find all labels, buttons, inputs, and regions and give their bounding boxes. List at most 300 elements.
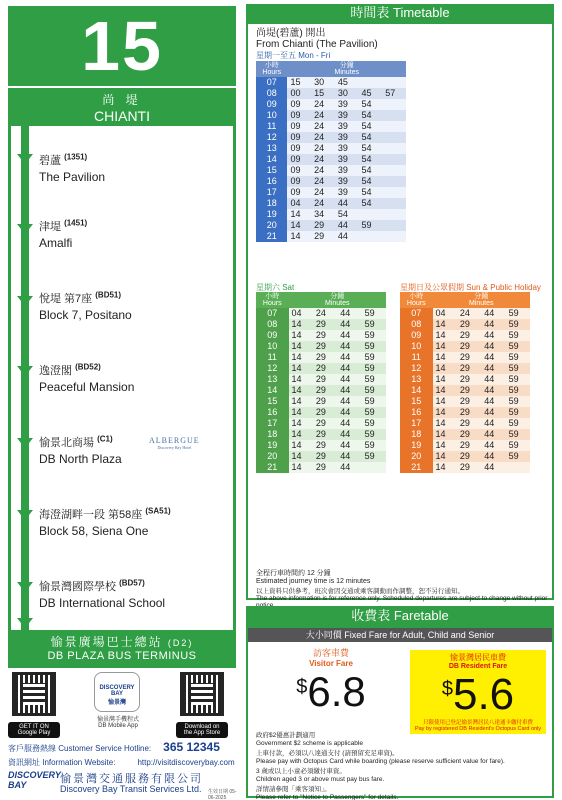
minute-cell: 39 bbox=[335, 143, 359, 154]
hour-cell: 10 bbox=[256, 341, 289, 352]
stop-item bbox=[39, 506, 229, 538]
hour-cell: 18 bbox=[256, 429, 289, 440]
hour-cell: 19 bbox=[256, 209, 287, 220]
stop-code: (BD52) bbox=[75, 362, 101, 372]
minute-cell: 44 bbox=[481, 308, 505, 319]
minute-cell: 09 bbox=[287, 187, 311, 198]
table-row bbox=[256, 99, 406, 110]
hour-cell: 09 bbox=[400, 330, 433, 341]
minute-cell: 59 bbox=[506, 374, 530, 385]
hour-cell: 12 bbox=[256, 363, 289, 374]
minute-cell: 59 bbox=[506, 330, 530, 341]
stop-name-en: The Pavilion bbox=[39, 170, 106, 184]
minute-cell: 44 bbox=[481, 330, 505, 341]
table-row bbox=[256, 396, 386, 407]
minute-cell: 29 bbox=[457, 341, 481, 352]
minute-cell bbox=[382, 132, 406, 143]
route-line bbox=[21, 126, 29, 631]
minute-cell: 09 bbox=[287, 165, 311, 176]
hour-cell: 17 bbox=[256, 418, 289, 429]
hour-cell: 12 bbox=[400, 363, 433, 374]
minute-cell: 54 bbox=[359, 143, 383, 154]
minute-cell: 54 bbox=[359, 154, 383, 165]
minute-cell: 59 bbox=[362, 330, 386, 341]
hour-cell: 19 bbox=[256, 440, 289, 451]
minute-cell: 14 bbox=[433, 352, 457, 363]
minute-cell: 04 bbox=[289, 308, 313, 319]
minute-cell: 39 bbox=[335, 165, 359, 176]
minute-cell: 24 bbox=[311, 165, 335, 176]
minute-cell: 24 bbox=[313, 308, 337, 319]
minute-cell: 29 bbox=[457, 396, 481, 407]
minute-cell: 14 bbox=[289, 374, 313, 385]
minute-cell: 44 bbox=[337, 330, 361, 341]
hour-cell: 14 bbox=[400, 385, 433, 396]
minute-cell: 39 bbox=[335, 110, 359, 121]
minute-cell: 24 bbox=[311, 121, 335, 132]
table-row bbox=[256, 308, 386, 319]
hour-cell: 08 bbox=[256, 319, 289, 330]
schedule-notice: 以上資料只供參考，班次會因交通或乘客調動而作調整，恕不另行通知。 The above information is for reference only. Scheduled departures are subject to change without prior bbox=[256, 588, 548, 602]
minute-cell: 24 bbox=[311, 99, 335, 110]
minute-cell: 14 bbox=[289, 440, 313, 451]
terminus-code: (D2) bbox=[167, 638, 194, 648]
table-row bbox=[400, 451, 530, 462]
minute-cell: 29 bbox=[313, 440, 337, 451]
origin-en: CHIANTI bbox=[94, 108, 150, 124]
minute-cell: 39 bbox=[335, 187, 359, 198]
table-row bbox=[256, 132, 406, 143]
minute-cell: 09 bbox=[287, 121, 311, 132]
minute-cell: 15 bbox=[287, 77, 311, 88]
minute-cell: 29 bbox=[313, 330, 337, 341]
minute-cell: 59 bbox=[362, 363, 386, 374]
minute-cell bbox=[362, 462, 386, 473]
minute-cell: 44 bbox=[335, 231, 359, 242]
minute-cell: 29 bbox=[311, 231, 335, 242]
minute-cell: 04 bbox=[433, 308, 457, 319]
minute-cell: 29 bbox=[457, 407, 481, 418]
minute-cell: 59 bbox=[506, 429, 530, 440]
stop-item bbox=[39, 578, 229, 610]
table-row bbox=[400, 352, 530, 363]
website-link[interactable]: http://visitdiscoverybay.com bbox=[137, 758, 235, 767]
table-row bbox=[256, 385, 386, 396]
faretable-title: 收費表 Faretable bbox=[246, 606, 554, 626]
google-play-badge[interactable]: GET IT ON Google Play bbox=[8, 722, 60, 738]
stop-name-en: DB North Plaza bbox=[39, 452, 122, 466]
minute-cell: 59 bbox=[506, 363, 530, 374]
minute-cell: 39 bbox=[335, 99, 359, 110]
qr-code-apple[interactable] bbox=[180, 672, 224, 716]
minute-cell: 44 bbox=[481, 440, 505, 451]
minute-cell: 45 bbox=[335, 77, 359, 88]
arrow-down-icon bbox=[17, 154, 33, 164]
minute-cell: 57 bbox=[382, 88, 406, 99]
minute-cell bbox=[382, 110, 406, 121]
minute-cell: 59 bbox=[506, 341, 530, 352]
hour-cell: 17 bbox=[400, 418, 433, 429]
db-app-icon[interactable]: DISCOVERY BAY 愉景灣 bbox=[94, 672, 140, 712]
hour-cell: 08 bbox=[256, 88, 287, 99]
minute-cell: 14 bbox=[289, 407, 313, 418]
stop-name-en: DB International School bbox=[39, 596, 166, 610]
minute-cell: 14 bbox=[289, 462, 313, 473]
minute-cell: 14 bbox=[433, 462, 457, 473]
table-row bbox=[256, 143, 406, 154]
visitor-price: 6.8 bbox=[307, 668, 366, 715]
minute-cell: 29 bbox=[313, 451, 337, 462]
table-row bbox=[256, 220, 406, 231]
minute-cell: 44 bbox=[337, 407, 361, 418]
minute-cell: 14 bbox=[289, 330, 313, 341]
minute-cell: 14 bbox=[433, 341, 457, 352]
table-row bbox=[400, 341, 530, 352]
minute-cell: 29 bbox=[457, 462, 481, 473]
hour-cell: 12 bbox=[256, 132, 287, 143]
table-row bbox=[256, 209, 406, 220]
minute-cell: 14 bbox=[287, 220, 311, 231]
resident-price: 5.6 bbox=[452, 670, 515, 719]
stop-name-zh: 碧蘆 bbox=[39, 155, 61, 167]
minute-cell: 44 bbox=[481, 319, 505, 330]
minute-cell: 54 bbox=[359, 187, 383, 198]
minute-cell: 59 bbox=[506, 396, 530, 407]
minute-cell: 44 bbox=[337, 374, 361, 385]
minute-cell: 44 bbox=[481, 341, 505, 352]
table-row bbox=[400, 396, 530, 407]
minute-cell: 29 bbox=[313, 319, 337, 330]
terminus-en: DB PLAZA BUS TERMINUS bbox=[47, 650, 197, 662]
table-row bbox=[256, 319, 386, 330]
minute-cell bbox=[382, 187, 406, 198]
minute-cell: 09 bbox=[287, 110, 311, 121]
hour-cell: 15 bbox=[256, 165, 287, 176]
minute-cell: 59 bbox=[362, 319, 386, 330]
table-row bbox=[256, 88, 406, 99]
minute-cell: 29 bbox=[313, 341, 337, 352]
hour-cell: 21 bbox=[256, 231, 287, 242]
sunday-table bbox=[400, 292, 530, 473]
albergue-logo: ALBERGUE Discovery Bay Hotel bbox=[149, 436, 200, 450]
minute-cell: 14 bbox=[289, 352, 313, 363]
minute-cell: 44 bbox=[481, 407, 505, 418]
hour-cell: 10 bbox=[400, 341, 433, 352]
hour-cell: 11 bbox=[256, 121, 287, 132]
minute-cell bbox=[506, 462, 530, 473]
minute-cell: 59 bbox=[362, 440, 386, 451]
hour-cell: 16 bbox=[256, 176, 287, 187]
table-row bbox=[256, 451, 386, 462]
hour-cell: 21 bbox=[400, 462, 433, 473]
minute-cell: 44 bbox=[337, 363, 361, 374]
minute-cell: 44 bbox=[337, 462, 361, 473]
visitor-fare: 訪客車費 Visitor Fare $6.8 bbox=[296, 648, 366, 715]
minute-cell: 44 bbox=[481, 429, 505, 440]
minute-cell: 14 bbox=[289, 396, 313, 407]
hour-cell: 15 bbox=[400, 396, 433, 407]
minute-cell: 24 bbox=[311, 176, 335, 187]
effective-date: 生效日期 05-06-2025 bbox=[208, 789, 237, 800]
minute-cell: 14 bbox=[433, 407, 457, 418]
arrow-down-icon bbox=[17, 224, 33, 234]
minute-cell: 44 bbox=[481, 374, 505, 385]
minute-cell: 04 bbox=[287, 198, 311, 209]
minutes-header: 分鐘 Minutes bbox=[287, 61, 406, 77]
minute-cell: 59 bbox=[506, 407, 530, 418]
minute-cell: 44 bbox=[481, 352, 505, 363]
stop-item bbox=[39, 152, 229, 184]
arrow-down-icon bbox=[17, 582, 33, 592]
stop-name-zh: 悅堤 第7座 bbox=[39, 293, 93, 305]
terminus-banner bbox=[8, 630, 236, 668]
minute-cell: 54 bbox=[359, 198, 383, 209]
minute-cell: 59 bbox=[362, 396, 386, 407]
table-row bbox=[400, 429, 530, 440]
minute-cell: 59 bbox=[362, 374, 386, 385]
route-panel bbox=[0, 0, 240, 800]
arrow-down-icon bbox=[17, 296, 33, 306]
table-header bbox=[256, 61, 406, 77]
minute-cell: 39 bbox=[335, 121, 359, 132]
table-row bbox=[400, 374, 530, 385]
minute-cell: 29 bbox=[457, 385, 481, 396]
minute-cell: 09 bbox=[287, 99, 311, 110]
stop-name-zh: 津堤 bbox=[39, 221, 61, 233]
terminus-zh: 愉景廣場巴士總站 bbox=[50, 635, 163, 649]
minute-cell: 24 bbox=[311, 132, 335, 143]
minute-cell: 54 bbox=[359, 176, 383, 187]
fixed-fare-banner: 大小同價 Fixed Fare for Adult, Child and Senior bbox=[248, 628, 552, 642]
table-row bbox=[400, 330, 530, 341]
fare-notes: 政府$2優惠計劃適用 Government $2 scheme is applicable 上車付款，必須以八達通支付 (請預留充足車資)。 Please pay with Octopus Card while boarding (please reserve sufficient value for fare). 3 歲或以上小童必須繳付車資。 Children aged 3 or above must pay bus fare. 詳情請參閱「乘客須知」。 Please refer to "Notice to Passengers" for details. bbox=[256, 732, 505, 800]
minute-cell: 14 bbox=[433, 429, 457, 440]
qr-code-google[interactable] bbox=[12, 672, 56, 716]
minute-cell: 54 bbox=[359, 132, 383, 143]
table-row bbox=[256, 352, 386, 363]
minute-cell: 14 bbox=[289, 429, 313, 440]
minute-cell bbox=[382, 154, 406, 165]
minute-cell bbox=[359, 231, 383, 242]
arrow-down-icon bbox=[17, 366, 33, 376]
minute-cell: 29 bbox=[457, 440, 481, 451]
minute-cell: 59 bbox=[506, 319, 530, 330]
minute-cell: 14 bbox=[433, 363, 457, 374]
resident-fare: 愉景灣居民車費 DB Resident Fare $5.6 只限使用已登記愉景灣居民八達通卡繳付車費 Pay by registered DB Resident's Octopus Card only bbox=[410, 650, 546, 734]
minute-cell: 14 bbox=[289, 341, 313, 352]
minute-cell: 44 bbox=[337, 352, 361, 363]
table-row bbox=[400, 440, 530, 451]
route-number-box bbox=[8, 6, 236, 86]
weekday-label: 星期一至五 Mon - Fri bbox=[256, 51, 331, 60]
minute-cell: 09 bbox=[287, 132, 311, 143]
stop-name-en: Block 58, Siena One bbox=[39, 524, 149, 538]
minute-cell bbox=[382, 121, 406, 132]
app-store-badge[interactable]: Download on the App Store bbox=[176, 722, 228, 738]
minute-cell: 29 bbox=[313, 385, 337, 396]
minute-cell: 14 bbox=[289, 451, 313, 462]
minute-cell: 09 bbox=[287, 176, 311, 187]
minute-cell: 59 bbox=[506, 352, 530, 363]
company-name-en: Discovery Bay Transit Services Ltd. bbox=[60, 784, 202, 794]
minute-cell: 15 bbox=[311, 88, 335, 99]
hour-cell: 18 bbox=[400, 429, 433, 440]
minute-cell: 14 bbox=[433, 451, 457, 462]
table-row bbox=[256, 418, 386, 429]
website-label: 資訊網址 Information Website: bbox=[8, 758, 116, 767]
hotline-label: 客戶服務熱線 Customer Service Hotline: bbox=[8, 744, 152, 753]
minute-cell: 29 bbox=[457, 429, 481, 440]
minute-cell bbox=[382, 99, 406, 110]
minute-cell: 45 bbox=[359, 88, 383, 99]
minute-cell bbox=[382, 198, 406, 209]
table-row bbox=[256, 198, 406, 209]
table-row bbox=[256, 429, 386, 440]
minute-cell: 44 bbox=[481, 363, 505, 374]
minute-cell: 29 bbox=[457, 319, 481, 330]
hour-cell: 20 bbox=[256, 220, 287, 231]
minute-cell: 54 bbox=[359, 121, 383, 132]
stop-item bbox=[39, 362, 229, 394]
minute-cell: 30 bbox=[311, 77, 335, 88]
route-number: 15 bbox=[81, 7, 163, 85]
stop-list bbox=[8, 126, 236, 636]
minute-cell: 24 bbox=[311, 154, 335, 165]
minute-cell: 29 bbox=[313, 407, 337, 418]
minute-cell: 09 bbox=[287, 143, 311, 154]
minute-cell bbox=[359, 209, 383, 220]
minute-cell bbox=[359, 77, 383, 88]
table-row bbox=[400, 407, 530, 418]
minutes-header: 分鐘 Minutes bbox=[433, 292, 531, 308]
hotline-number[interactable]: 365 12345 bbox=[163, 740, 220, 754]
stop-code: (SA51) bbox=[145, 506, 171, 516]
minute-cell bbox=[382, 209, 406, 220]
hour-cell: 19 bbox=[400, 440, 433, 451]
minute-cell: 30 bbox=[335, 88, 359, 99]
saturday-table bbox=[256, 292, 386, 473]
hour-cell: 21 bbox=[256, 462, 289, 473]
stop-name-en: Block 7, Positano bbox=[39, 308, 132, 322]
minute-cell: 44 bbox=[481, 451, 505, 462]
hour-cell: 13 bbox=[400, 374, 433, 385]
minute-cell: 14 bbox=[287, 231, 311, 242]
minute-cell: 14 bbox=[433, 319, 457, 330]
table-row bbox=[400, 308, 530, 319]
minute-cell: 29 bbox=[313, 352, 337, 363]
minute-cell: 59 bbox=[506, 308, 530, 319]
table-row bbox=[256, 110, 406, 121]
minute-cell: 59 bbox=[506, 418, 530, 429]
table-header bbox=[256, 292, 386, 308]
origin-zh: 尚 堤 bbox=[102, 93, 142, 107]
minute-cell: 14 bbox=[433, 396, 457, 407]
minute-cell: 44 bbox=[337, 319, 361, 330]
minute-cell: 44 bbox=[335, 198, 359, 209]
minute-cell: 14 bbox=[433, 440, 457, 451]
minute-cell: 29 bbox=[313, 396, 337, 407]
minute-cell: 54 bbox=[359, 110, 383, 121]
hours-header: 小時 Hours bbox=[400, 292, 433, 308]
minute-cell bbox=[382, 77, 406, 88]
minute-cell: 14 bbox=[433, 385, 457, 396]
minute-cell: 24 bbox=[311, 198, 335, 209]
minute-cell: 44 bbox=[337, 440, 361, 451]
minute-cell: 44 bbox=[337, 308, 361, 319]
minute-cell: 29 bbox=[311, 220, 335, 231]
hour-cell: 14 bbox=[256, 385, 289, 396]
table-row bbox=[256, 154, 406, 165]
faretable-box bbox=[246, 626, 554, 798]
table-row bbox=[400, 418, 530, 429]
minute-cell: 54 bbox=[359, 165, 383, 176]
minute-cell: 14 bbox=[433, 374, 457, 385]
hour-cell: 18 bbox=[256, 198, 287, 209]
stop-code: (1351) bbox=[64, 152, 88, 162]
stop-name-zh: 愉景北商場 bbox=[39, 437, 94, 449]
minute-cell: 29 bbox=[313, 462, 337, 473]
minute-cell: 29 bbox=[457, 363, 481, 374]
stop-name-zh: 海澄湖畔一段 第58座 bbox=[39, 509, 143, 521]
stop-item bbox=[39, 434, 229, 466]
minute-cell: 00 bbox=[287, 88, 311, 99]
table-row bbox=[256, 462, 386, 473]
table-row bbox=[256, 407, 386, 418]
hour-cell: 16 bbox=[256, 407, 289, 418]
minute-cell: 29 bbox=[457, 374, 481, 385]
discovery-bay-logo: DISCOVERY BAY bbox=[8, 770, 61, 790]
minute-cell: 44 bbox=[337, 451, 361, 462]
stop-name-zh: 逸澄閣 bbox=[39, 365, 72, 377]
stop-item bbox=[39, 218, 229, 250]
minute-cell: 44 bbox=[337, 385, 361, 396]
minute-cell: 24 bbox=[457, 308, 481, 319]
minute-cell: 44 bbox=[337, 418, 361, 429]
minute-cell: 29 bbox=[457, 330, 481, 341]
table-row bbox=[256, 330, 386, 341]
table-row bbox=[256, 77, 406, 88]
arrow-down-icon bbox=[17, 510, 33, 520]
stop-name-en: Amalfi bbox=[39, 236, 73, 250]
minute-cell bbox=[382, 143, 406, 154]
minute-cell: 39 bbox=[335, 132, 359, 143]
table-row bbox=[400, 385, 530, 396]
minute-cell: 44 bbox=[337, 429, 361, 440]
table-row bbox=[400, 363, 530, 374]
timetable-panel bbox=[246, 0, 558, 800]
table-row bbox=[256, 440, 386, 451]
minute-cell bbox=[382, 165, 406, 176]
minute-cell bbox=[382, 231, 406, 242]
stop-code: (C1) bbox=[97, 434, 113, 444]
minute-cell: 24 bbox=[311, 187, 335, 198]
sunday-label: 星期日及公眾假期 Sun & Public Holiday bbox=[400, 283, 541, 292]
minutes-header: 分鐘 Minutes bbox=[289, 292, 387, 308]
hour-cell: 17 bbox=[256, 187, 287, 198]
table-header bbox=[400, 292, 530, 308]
stop-code: (1451) bbox=[64, 218, 88, 228]
minute-cell: 29 bbox=[313, 418, 337, 429]
weekday-table bbox=[256, 61, 406, 242]
minute-cell: 34 bbox=[311, 209, 335, 220]
app-download-row bbox=[8, 670, 236, 740]
minute-cell: 59 bbox=[506, 451, 530, 462]
minute-cell: 29 bbox=[457, 352, 481, 363]
minute-cell: 44 bbox=[481, 396, 505, 407]
hours-header: 小時 Hours bbox=[256, 292, 289, 308]
hour-cell: 20 bbox=[400, 451, 433, 462]
minute-cell: 59 bbox=[362, 418, 386, 429]
